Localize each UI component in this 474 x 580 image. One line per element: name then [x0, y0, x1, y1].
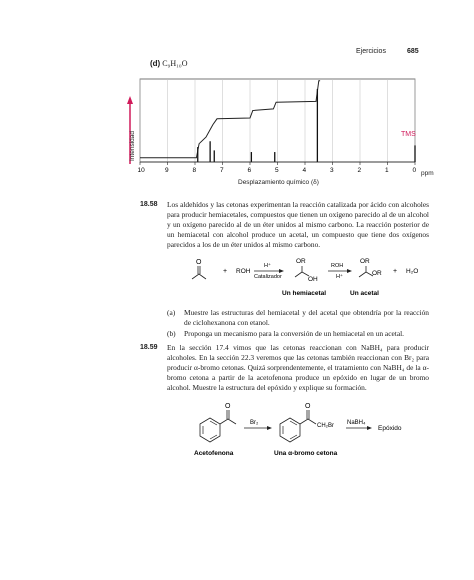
epoxide-scheme: [190, 398, 430, 460]
hemiacetal-label: Un hemiacetal: [282, 290, 327, 297]
problem-number-1859: 18.59: [140, 344, 158, 351]
bromoketone-oxygen: O: [305, 403, 311, 410]
nabh4-reagent: NaBH₄: [347, 420, 366, 426]
arrow1-top: H⁺: [264, 263, 271, 269]
plus-1: +: [223, 268, 228, 275]
problem-1859-text: En la sección 17.4 vimos que las cetonas reaccionan con NaBH₄ para producir alcoholes. En la sección 22.3 veremos que las cetonas también reaccionan con Br₂ para producir α-bromo cetonas. Quizá sorprendentemente, el tratamiento con NaBH₄ de la α-bromo cetona a partir de la acetofenona produce un epóxido en lugar de un bromo alcohol. Muestre la estructura del epóxido y explique su formación.: [167, 343, 429, 392]
x-tick-label: 8: [192, 167, 197, 174]
acetal-label: Un acetal: [350, 290, 379, 297]
running-header-section: Ejercicios: [356, 48, 386, 55]
ch2br-group: CH₂Br: [317, 423, 334, 429]
x-tick-label: 2: [357, 167, 362, 174]
roh-reagent: ROH: [236, 268, 251, 275]
epoxide-product: Epóxido: [378, 425, 402, 432]
plus-2: +: [393, 268, 398, 275]
ketone-oxygen: O: [196, 259, 202, 266]
nmr-spectrum-chart: [116, 74, 434, 194]
x-axis-ticks: [138, 162, 417, 174]
x-tick-label: 9: [165, 167, 169, 174]
page-number: 685: [407, 48, 419, 55]
x-tick-label: 10: [137, 167, 145, 174]
arrow2-bottom: H⁺: [336, 274, 343, 280]
problem-1858-text: Los aldehídos y las cetonas experimentan la reacción catalizada por ácido con alcoholes para producir hemiacetales, compuestos que tienen un oxígeno parecido al de un alcohol y un oxígeno parecido al de un éter unidos al mismo carbono. La reacción posterior de un hemiacetal con alcohol produce un acetal, un compuesto que tiene dos oxígenos parecidos a los de un éter unidos al mismo carbono.: [167, 200, 429, 249]
bromoketone-label: Una α-bromo cetona: [274, 450, 338, 457]
tms-annotation: TMS: [401, 131, 416, 138]
acetophenone-oxygen: O: [225, 403, 231, 410]
part-a-label: (a): [167, 308, 176, 317]
bromine-reagent: Br₂: [250, 420, 259, 426]
acetophenone-label: Acetofenona: [194, 450, 234, 457]
arrow2-top: ROH: [331, 263, 344, 269]
x-tick-label: 1: [385, 167, 389, 174]
x-axis-label: Desplazamiento químico (δ): [238, 179, 319, 186]
x-tick-label: 0: [412, 167, 417, 174]
problem-d-formula: C₉H₁₀O: [162, 59, 188, 68]
x-tick-label: 4: [302, 167, 307, 174]
part-a-text: Muestre las estructuras del hemiacetal y del acetal que obtendría por la reacción de ciclohexanona con etanol.: [184, 308, 429, 327]
problem-number-1858: 18.58: [140, 201, 158, 208]
x-axis-unit: ppm: [421, 170, 434, 177]
acetal-or-top: OR: [360, 258, 370, 265]
problem-d: [150, 59, 187, 68]
hemiacetal-or: OR: [296, 258, 306, 265]
x-tick-label: 7: [220, 167, 224, 174]
problem-d-label: (d): [150, 59, 161, 68]
x-tick-label: 3: [330, 167, 334, 174]
intensity-arrowhead: [127, 96, 133, 104]
hemiacetal-oh: OH: [308, 276, 318, 283]
x-tick-label: 5: [275, 167, 279, 174]
arrow1-bottom: Catalizador: [254, 274, 282, 280]
y-axis-label: Intensidad: [129, 131, 136, 161]
part-b-text: Proponga un mecanismo para la conversión de un hemiacetal en un acetal.: [184, 329, 404, 338]
acetal-or-right: OR: [372, 270, 382, 277]
part-b-label: (b): [167, 329, 176, 338]
hemiacetal-scheme: [178, 252, 438, 298]
x-tick-label: 6: [247, 167, 252, 174]
water: H₂O: [406, 268, 419, 275]
